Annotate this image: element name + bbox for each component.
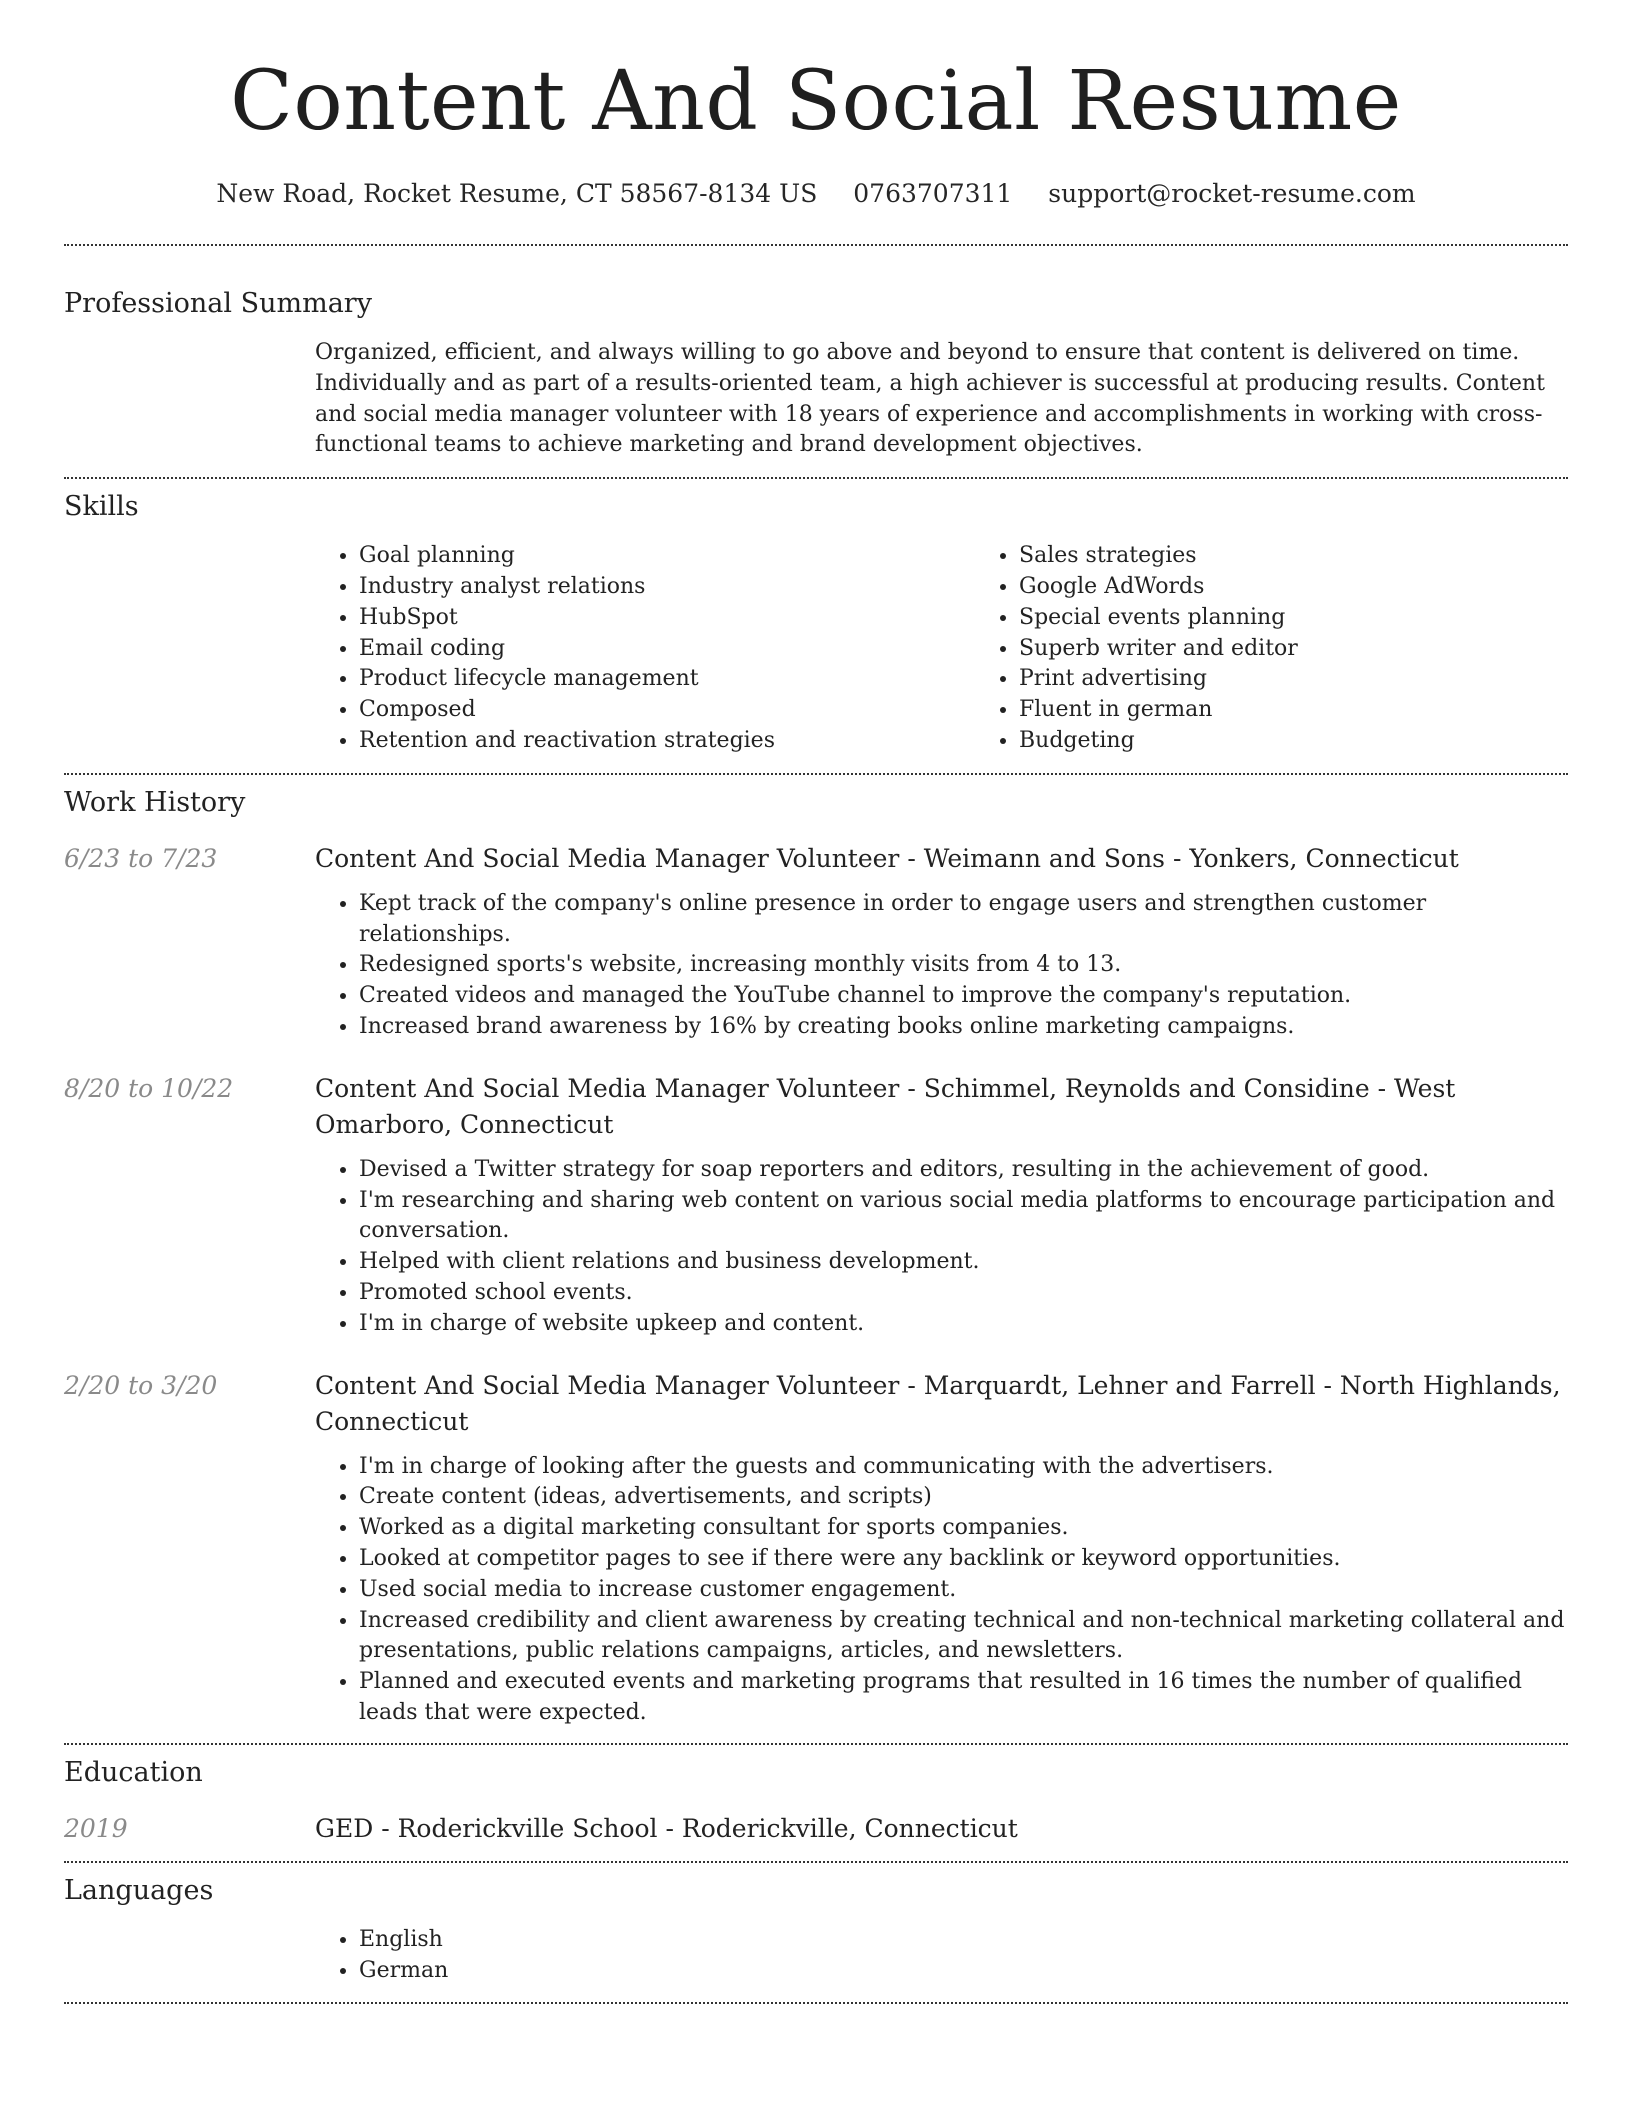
skills-title: Skills (64, 491, 139, 523)
job-date: 6/23 to 7/23 (64, 843, 218, 873)
job-date: 8/20 to 10/22 (64, 1073, 234, 1103)
education-title: Education (64, 1756, 203, 1788)
contact-line (64, 176, 1568, 212)
education-entry: GED - Roderickville School - Roderickville, Connecticut (315, 1813, 1018, 1843)
job-bullet: • Created videos and managed the YouTube channel to improve the company's reputation. (359, 981, 1568, 1012)
skill-item: • Industry analyst relations (359, 572, 975, 603)
language-item: • English (359, 1925, 1568, 1956)
job-entry (64, 841, 1568, 1043)
job-title: Content And Social Media Manager Volunteer - Marquardt, Lehner and Farrell - North Highlands, Connecticut (315, 1370, 1561, 1436)
language-item: • German (359, 1956, 1568, 1987)
job-bullet: • Promoted school events. (359, 1278, 1568, 1309)
skills-list-left (315, 541, 975, 757)
job-title: Content And Social Media Manager Volunteer - Schimmel, Reynolds and Considine - West Omarboro, Connecticut (315, 1073, 1456, 1139)
job-bullets (315, 1452, 1568, 1729)
job-bullet: • I'm in charge of looking after the guests and communicating with the advertisers. (359, 1452, 1568, 1483)
summary-title: Professional Summary (64, 288, 372, 319)
skill-item: • Sales strategies (1019, 541, 1632, 572)
divider (64, 2002, 1568, 2004)
job-bullet: • Increased brand awareness by 16% by creating books online marketing campaigns. (359, 1012, 1568, 1043)
job-bullet: • Helped with client relations and business development. (359, 1247, 1568, 1278)
resume-name: Content And Social Resume (230, 54, 1402, 149)
divider (64, 1861, 1568, 1863)
skill-item: • Composed (359, 695, 975, 726)
skill-item: • Budgeting (1019, 726, 1632, 757)
languages-section (64, 1873, 1568, 1987)
skill-item: • Superb writer and editor (1019, 634, 1632, 665)
languages-list (315, 1925, 1568, 1987)
job-bullet: • Looked at competitor pages to see if there were any backlink or keyword opportunities. (359, 1544, 1568, 1575)
job-bullet: • Devised a Twitter strategy for soap reporters and editors, resulting in the achievement of good. (359, 1155, 1568, 1186)
summary-text: Organized, efficient, and always willing to go above and beyond to ensure that content is delivered on time. Individually and as part of a results-oriented team, a high achiever is successful at producing results. Content and social media manager volunteer with 18 years of experience and accomplishments in working with cross-functional teams to achieve marketing and brand development objectives. (315, 340, 1545, 458)
job-title: Content And Social Media Manager Volunteer - Weimann and Sons - Yonkers, Connecticut (315, 843, 1459, 873)
languages-title: Languages (64, 1874, 214, 1906)
job-bullet: • Redesigned sports's website, increasing monthly visits from 4 to 13. (359, 950, 1568, 981)
job-bullets (315, 889, 1568, 1043)
contact-email: support@rocket-resume.com (1048, 179, 1416, 208)
divider (64, 1743, 1568, 1745)
job-entry (64, 1368, 1568, 1729)
job-bullet: • Used social media to increase customer engagement. (359, 1575, 1568, 1606)
skills-list-right (975, 541, 1632, 757)
contact-phone: 0763707311 (853, 179, 1013, 208)
job-bullet: • I'm in charge of website upkeep and content. (359, 1309, 1568, 1340)
job-bullets (315, 1155, 1568, 1340)
skill-item: • Goal planning (359, 541, 975, 572)
job-bullet: • Create content (ideas, advertisements, and scripts) (359, 1482, 1568, 1513)
job-bullet: • I'm researching and sharing web content on various social media platforms to encourage participation and conversation. (359, 1186, 1568, 1248)
job-entry (64, 1071, 1568, 1340)
contact-address: New Road, Rocket Resume, CT 58567-8134 US (216, 179, 818, 208)
job-bullet: • Worked as a digital marketing consultant for sports companies. (359, 1513, 1568, 1544)
divider (64, 477, 1568, 479)
skill-item: • Fluent in german (1019, 695, 1632, 726)
skill-item: • Product lifecycle management (359, 664, 975, 695)
education-date: 2019 (64, 1813, 128, 1843)
work-section (64, 785, 1568, 1729)
skill-item: • Retention and reactivation strategies (359, 726, 975, 757)
skill-item: • Print advertising (1019, 664, 1632, 695)
work-title: Work History (64, 786, 246, 818)
skill-item: • Google AdWords (1019, 572, 1632, 603)
divider (64, 244, 1568, 246)
divider (64, 773, 1568, 775)
job-date: 2/20 to 3/20 (64, 1370, 218, 1400)
skill-item: • HubSpot (359, 603, 975, 634)
education-section (64, 1755, 1568, 1847)
summary-section (64, 286, 1568, 461)
skills-section (64, 489, 1568, 757)
skill-item: • Email coding (359, 634, 975, 665)
job-bullet: • Planned and executed events and marketing programs that resulted in 16 times the number of qualified leads that were expected. (359, 1667, 1568, 1729)
job-bullet: • Increased credibility and client awareness by creating technical and non-technical marketing collateral and presentations, public relations campaigns, articles, and newsletters. (359, 1606, 1568, 1668)
skill-item: • Special events planning (1019, 603, 1632, 634)
job-bullet: • Kept track of the company's online presence in order to engage users and strengthen customer relationships. (359, 889, 1568, 951)
